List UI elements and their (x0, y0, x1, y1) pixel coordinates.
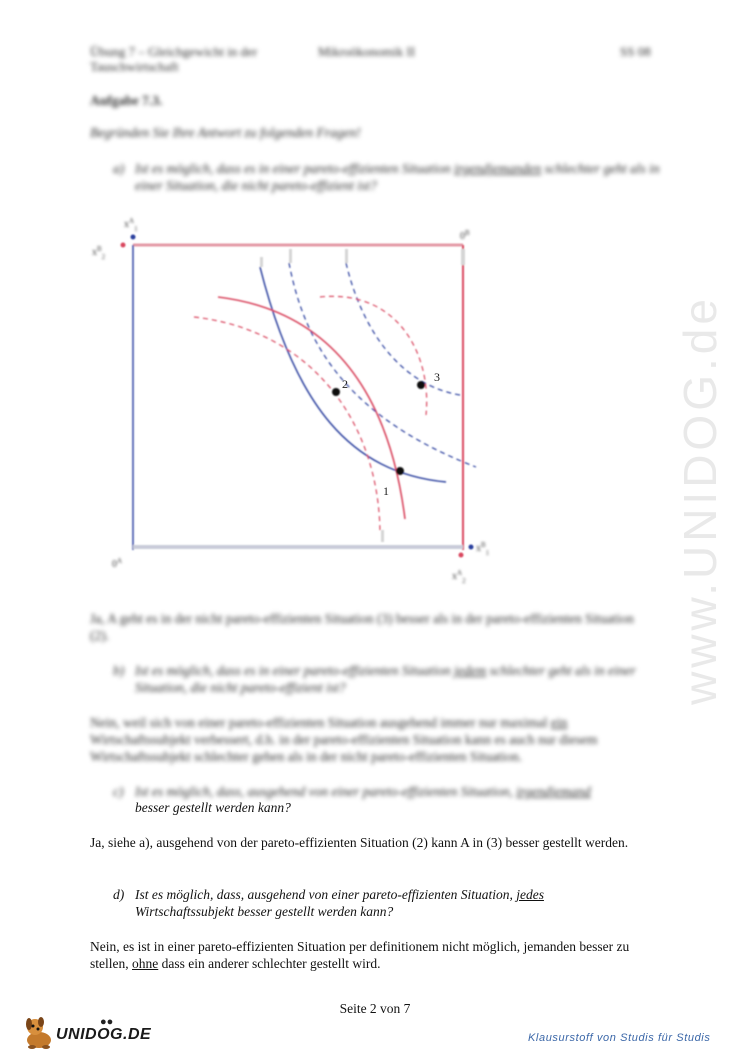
red-indifference-curve (218, 297, 405, 519)
corner-dot-red (121, 243, 126, 248)
logo-text: UNIDOG.DE (56, 1026, 152, 1043)
edgeworth-box-diagram (80, 205, 520, 600)
label-origin-b: $0^B$ (460, 229, 470, 242)
tick-mark (345, 249, 348, 263)
task-title: Aufgabe 7.3. (90, 93, 163, 108)
intro-text: Begründen Sie Ihre Antwort zu folgenden Fragen! (90, 125, 361, 140)
corner-dot-red (459, 553, 464, 558)
question-c-line2: besser gestellt werden kann? (135, 800, 291, 815)
tick-mark (461, 249, 465, 265)
question-b-underlined: jedem (453, 663, 487, 678)
red-dashed-curve-outer (320, 296, 427, 415)
question-b-text-before: Ist es möglich, dass es in einer pareto-effizienten Situation (135, 663, 454, 678)
red-dashed-curve-inner (194, 317, 380, 531)
question-b-label: b) (113, 663, 125, 678)
tick-mark (289, 249, 292, 263)
answer-a-text: Ja, A geht es in der nicht pareto-effizienten Situation (3) besser als in der pareto-effizienten Situation (2). (90, 611, 634, 643)
point-1-label: 1 (383, 484, 389, 498)
question-c-underlined: irgendjemand (516, 784, 591, 799)
header-left-line1: Übung 7 – Gleichgewicht in der (90, 44, 258, 59)
paw-icon: ●● (100, 1016, 114, 1028)
answer-d-text (90, 938, 650, 972)
answer-c-text: Ja, siehe a), ausgehend von der pareto-effizienten Situation (2) kann A in (3) besser gestellt werden. (90, 835, 629, 850)
footer-tagline: Klausurstoff von Studis für Studis (528, 1032, 711, 1044)
header-center: Mikroökonomik II (318, 44, 416, 59)
question-d-underlined: jedes (516, 887, 544, 902)
blue-dashed-curve-inner (289, 263, 476, 467)
answer-d-underlined: ohne (132, 956, 159, 971)
question-d-line2: Wirtschaftssubjekt besser gestellt werden kann? (135, 904, 394, 919)
point-2 (332, 388, 340, 396)
blue-indifference-curve (260, 267, 446, 482)
label-x-a2: $x^A_2$ (452, 569, 466, 585)
question-c-line1-before: Ist es möglich, dass, ausgehend von einer pareto-effizienten Situation, (135, 784, 517, 799)
label-origin-a: $0^A$ (112, 557, 123, 570)
tick-mark (260, 257, 263, 267)
corner-dot-blue (469, 545, 474, 550)
question-a-text (135, 160, 665, 194)
point-1 (396, 467, 404, 475)
dog-mascot-icon (22, 1014, 56, 1050)
answer-b-underlined: ein (550, 715, 568, 730)
label-x-a1: $x^A_1$ (124, 217, 138, 233)
point-3 (417, 381, 425, 389)
question-c-line1 (135, 783, 665, 800)
question-d-text (135, 886, 665, 920)
answer-d-before: Nein, es ist in einer pareto-effizienten Situation per definitionem nicht möglich, jemanden besser zu stellen, (90, 939, 630, 971)
question-d-label: d) (113, 887, 125, 902)
page-number: Seite 2 von 7 (339, 1001, 411, 1016)
question-d-line1 (135, 886, 665, 903)
label-x-b1: $x^B_1$ (476, 541, 490, 557)
header-left (90, 44, 310, 74)
point-2-label: 2 (342, 377, 348, 391)
corner-dot-blue (131, 235, 136, 240)
watermark-text: www.UNIDOG.de (674, 295, 726, 705)
question-d-line1-before: Ist es möglich, dass, ausgehend von einer pareto-effizienten Situation, (135, 887, 517, 902)
question-a-text-before: Ist es möglich, dass es in einer pareto-effizienten Situation (135, 161, 454, 176)
question-c-label: c) (113, 784, 124, 799)
point-3-label: 3 (434, 370, 440, 384)
question-b-text (135, 662, 655, 696)
footer-logo[interactable] (22, 1014, 162, 1050)
question-a-text-after: schlechter geht als in einer Situation, die nicht pareto-effizient ist? (135, 161, 660, 193)
question-a-label: a) (113, 161, 125, 176)
question-a-underlined: irgendjemanden (453, 161, 542, 176)
header-right: SS 08 (620, 44, 651, 59)
answer-b-before: Nein, weil sich von einer pareto-effizienten Situation ausgehend immer nur maximal (90, 715, 551, 730)
label-x-b2: $x^B_2$ (92, 245, 106, 261)
answer-b-text (90, 714, 650, 765)
answer-b-after: Wirtschaftssubjekt verbessert, d.h. in der pareto-effizienten Situation kann es auch nur diesem Wirtschaftssubjekt schlechter gehen als in der nicht pareto-effizienten Situation. (90, 732, 598, 764)
answer-d-after: dass ein anderer schlechter gestellt wird. (158, 956, 381, 971)
question-b-text-after: schlechter geht als in einer Situation, die nicht pareto-effizient ist? (135, 663, 636, 695)
tick-mark (381, 530, 384, 542)
header-left-line2: Tauschwirtschaft (90, 59, 179, 74)
